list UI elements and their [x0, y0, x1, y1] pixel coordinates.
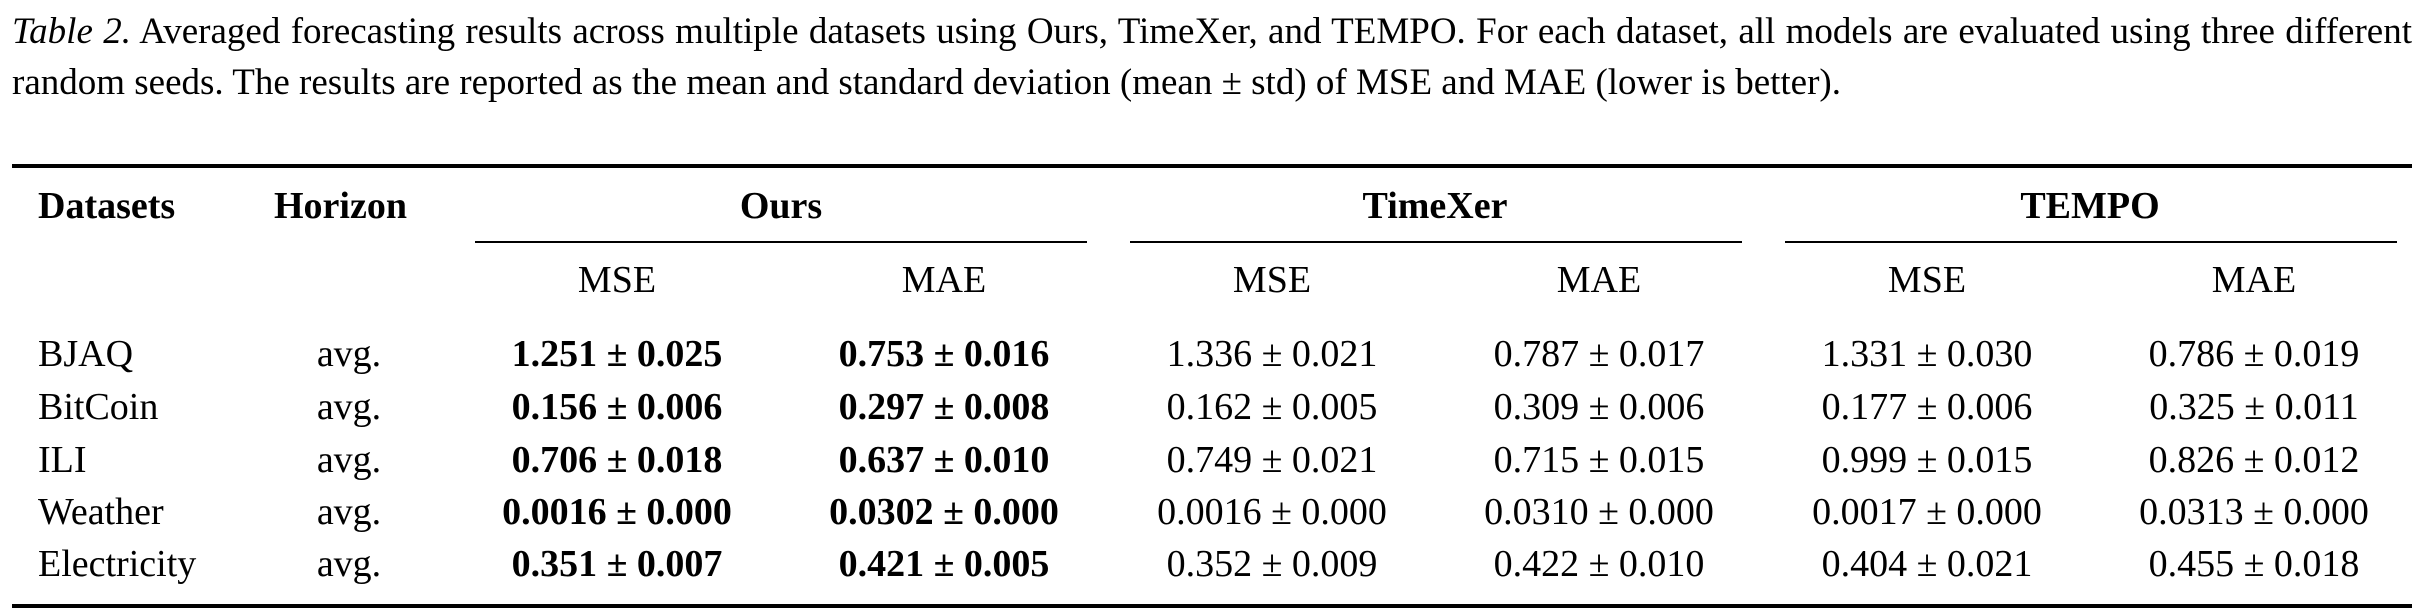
header-model-timexer: TimeXer — [1362, 185, 1508, 227]
row-horizon: avg. — [316, 333, 382, 375]
row-value-ours-mae: 0.421 ± 0.005 — [838, 543, 1050, 585]
row-horizon: avg. — [316, 439, 382, 481]
header-model-ours: Ours — [739, 185, 823, 227]
row-value-ours-mse: 0.351 ± 0.007 — [511, 543, 723, 585]
row-value-ours-mse: 0.0016 ± 0.000 — [502, 491, 732, 533]
row-value-tempo-mse: 0.999 ± 0.015 — [1821, 439, 2033, 481]
row-value-timexer-mse: 1.336 ± 0.021 — [1166, 333, 1378, 375]
table-caption — [12, 6, 2412, 108]
row-value-tempo-mae: 0.786 ± 0.019 — [2148, 333, 2360, 375]
row-value-ours-mse: 0.156 ± 0.006 — [511, 386, 723, 428]
row-value-tempo-mse: 0.0017 ± 0.000 — [1812, 491, 2042, 533]
bottom-rule — [12, 604, 2412, 608]
row-value-ours-mse: 1.251 ± 0.025 — [511, 333, 723, 375]
row-value-ours-mae: 0.637 ± 0.010 — [838, 439, 1050, 481]
row-value-ours-mae: 0.753 ± 0.016 — [838, 333, 1050, 375]
row-value-tempo-mse: 1.331 ± 0.030 — [1821, 333, 2033, 375]
header-metric-tempo-mse: MSE — [1887, 259, 1967, 301]
row-value-ours-mse: 0.706 ± 0.018 — [511, 439, 723, 481]
row-value-tempo-mae: 0.0313 ± 0.000 — [2139, 491, 2369, 533]
header-metric-tempo-mae: MAE — [2211, 259, 2297, 301]
row-value-timexer-mae: 0.0310 ± 0.000 — [1484, 491, 1714, 533]
header-metric-ours-mse: MSE — [577, 259, 657, 301]
header-metric-timexer-mse: MSE — [1232, 259, 1312, 301]
header-metric-timexer-mae: MAE — [1556, 259, 1642, 301]
row-value-tempo-mae: 0.826 ± 0.012 — [2148, 439, 2360, 481]
cmidrule-timexer — [1130, 241, 1742, 243]
row-dataset: BJAQ — [38, 333, 134, 375]
row-value-timexer-mse: 0.749 ± 0.021 — [1166, 439, 1378, 481]
row-value-ours-mae: 0.0302 ± 0.000 — [829, 491, 1059, 533]
row-value-timexer-mae: 0.715 ± 0.015 — [1493, 439, 1705, 481]
row-value-tempo-mse: 0.177 ± 0.006 — [1821, 386, 2033, 428]
row-dataset: Weather — [38, 491, 164, 533]
row-dataset: Electricity — [38, 543, 197, 585]
row-value-timexer-mse: 0.162 ± 0.005 — [1166, 386, 1378, 428]
cmidrule-tempo — [1785, 241, 2397, 243]
row-dataset: BitCoin — [38, 386, 159, 428]
caption-label: Table 2. — [12, 11, 131, 52]
row-value-timexer-mae: 0.309 ± 0.006 — [1493, 386, 1705, 428]
row-value-timexer-mae: 0.422 ± 0.010 — [1493, 543, 1705, 585]
header-metric-ours-mae: MAE — [901, 259, 987, 301]
header-datasets: Datasets — [38, 185, 176, 227]
row-value-tempo-mae: 0.455 ± 0.018 — [2148, 543, 2360, 585]
row-horizon: avg. — [316, 491, 382, 533]
row-value-timexer-mse: 0.0016 ± 0.000 — [1157, 491, 1387, 533]
header-model-tempo: TEMPO — [2020, 185, 2160, 227]
top-rule — [12, 164, 2412, 168]
row-value-ours-mae: 0.297 ± 0.008 — [838, 386, 1050, 428]
row-horizon: avg. — [316, 386, 382, 428]
caption-text: Averaged forecasting results across multiple datasets using Ours, TimeXer, and TEMPO. For each dataset, all models are evaluated using three different random seeds. The results are reported as the mean and standard deviation (mean ± std) of MSE and MAE (lower is better). — [12, 11, 2412, 103]
row-value-timexer-mae: 0.787 ± 0.017 — [1493, 333, 1705, 375]
row-value-tempo-mae: 0.325 ± 0.011 — [2149, 386, 2359, 428]
row-dataset: ILI — [38, 439, 87, 481]
cmidrule-ours — [475, 241, 1087, 243]
row-value-tempo-mse: 0.404 ± 0.021 — [1821, 543, 2033, 585]
header-horizon: Horizon — [274, 185, 407, 227]
row-horizon: avg. — [316, 543, 382, 585]
row-value-timexer-mse: 0.352 ± 0.009 — [1166, 543, 1378, 585]
